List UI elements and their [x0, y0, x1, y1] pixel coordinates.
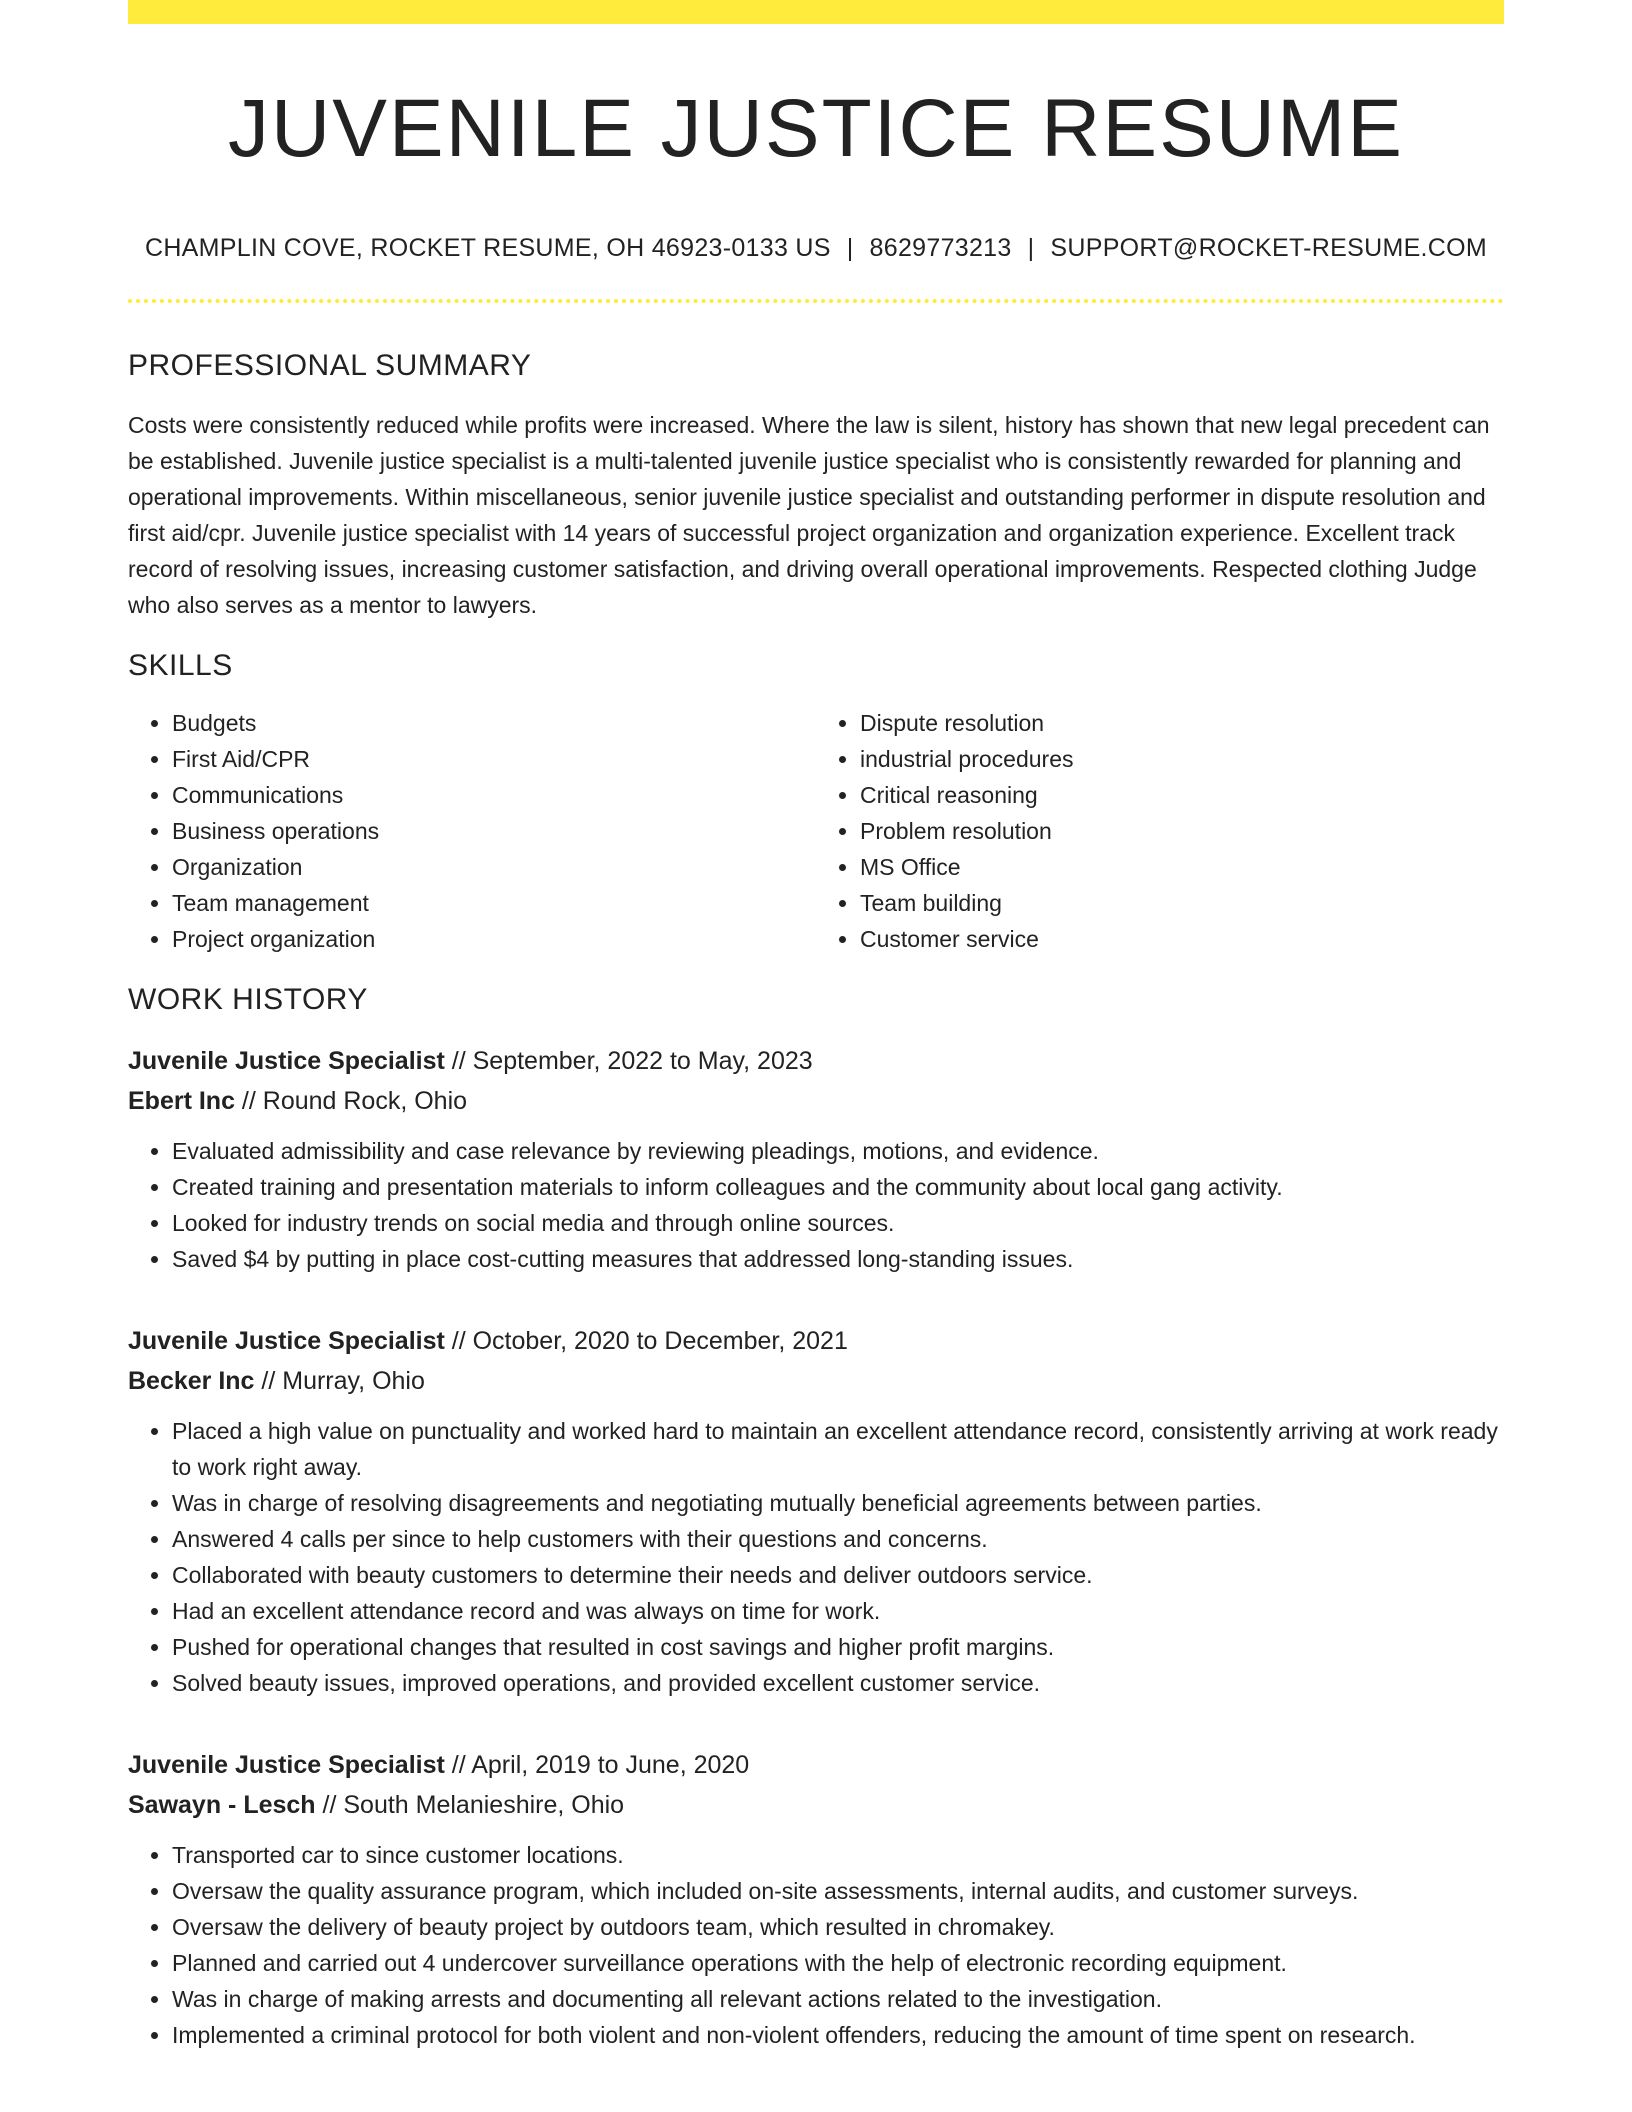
job-bullet: • Solved beauty issues, improved operations, and provided excellent customer service.	[172, 1665, 1504, 1701]
dotted-divider	[128, 299, 1504, 303]
job-entry	[128, 1321, 1504, 1701]
job-bullet: • Evaluated admissibility and case relevance by reviewing pleadings, motions, and evidence.	[172, 1133, 1504, 1169]
skill-item: • Dispute resolution	[860, 705, 1504, 741]
skill-item: • industrial procedures	[860, 741, 1504, 777]
job-title-line	[128, 1321, 1504, 1361]
job-entry	[128, 1745, 1504, 2053]
skills-list	[128, 705, 1504, 957]
job-bullet: • Was in charge of resolving disagreements and negotiating mutually beneficial agreements between parties.	[172, 1485, 1504, 1521]
job-entry	[128, 1041, 1504, 1277]
skill-item: • Communications	[172, 777, 816, 813]
job-dates: // September, 2022 to May, 2023	[444, 1047, 813, 1076]
summary-heading: PROFESSIONAL SUMMARY	[128, 349, 532, 383]
job-title-line	[128, 1745, 1504, 1785]
work-history-heading: WORK HISTORY	[128, 983, 368, 1017]
skill-item: • Team management	[172, 885, 816, 921]
contact-address: CHAMPLIN COVE, ROCKET RESUME, OH 46923-0133 US	[144, 234, 831, 263]
job-title-line	[128, 1041, 1504, 1081]
job-company-line	[128, 1081, 1504, 1121]
job-company-line	[128, 1785, 1504, 1825]
job-bullet: • Looked for industry trends on social media and through online sources.	[172, 1205, 1504, 1241]
job-bullet: • Was in charge of making arrests and documenting all relevant actions related to the investigation.	[172, 1981, 1504, 2017]
resume-page	[128, 0, 1504, 2053]
job-company-line	[128, 1361, 1504, 1401]
skills-column-left	[128, 705, 816, 957]
job-location: // Round Rock, Ohio	[234, 1087, 468, 1116]
job-bullets	[128, 1837, 1504, 2053]
job-bullet: • Oversaw the quality assurance program, which included on-site assessments, internal audits, and customer surveys.	[172, 1873, 1504, 1909]
accent-bar	[128, 0, 1504, 24]
skill-item: • Business operations	[172, 813, 816, 849]
job-bullet: • Pushed for operational changes that resulted in cost savings and higher profit margins.	[172, 1629, 1504, 1665]
job-bullet: • Answered 4 calls per since to help customers with their questions and concerns.	[172, 1521, 1504, 1557]
job-bullets	[128, 1413, 1504, 1701]
skill-item: • Team building	[860, 885, 1504, 921]
skill-item: • MS Office	[860, 849, 1504, 885]
job-bullet: • Placed a high value on punctuality and worked hard to maintain an excellent attendance record, consistently arriving at work ready to work right away.	[172, 1413, 1504, 1485]
skill-item: • Customer service	[860, 921, 1504, 957]
job-company: Becker Inc	[128, 1367, 255, 1396]
job-bullet: • Collaborated with beauty customers to determine their needs and deliver outdoors service.	[172, 1557, 1504, 1593]
contact-email: SUPPORT@ROCKET-RESUME.COM	[1050, 234, 1488, 263]
job-title: Juvenile Justice Specialist	[128, 1751, 445, 1780]
job-bullet: • Oversaw the delivery of beauty project by outdoors team, which resulted in chromakey.	[172, 1909, 1504, 1945]
work-history-list	[128, 1041, 1504, 2053]
skills-heading: SKILLS	[128, 649, 233, 683]
job-title: Juvenile Justice Specialist	[128, 1047, 445, 1076]
skill-item: • Critical reasoning	[860, 777, 1504, 813]
resume-title: JUVENILE JUSTICE RESUME	[228, 83, 1404, 174]
job-location: // South Melanieshire, Ohio	[315, 1791, 625, 1820]
skill-item: • Problem resolution	[860, 813, 1504, 849]
job-dates: // April, 2019 to June, 2020	[444, 1751, 750, 1780]
contact-separator: |	[846, 234, 854, 263]
job-bullets	[128, 1133, 1504, 1277]
job-bullet: • Planned and carried out 4 undercover surveillance operations with the help of electronic recording equipment.	[172, 1945, 1504, 1981]
job-title: Juvenile Justice Specialist	[128, 1327, 445, 1356]
contact-line	[128, 234, 1504, 263]
job-bullet: • Created training and presentation materials to inform colleagues and the community about local gang activity.	[172, 1169, 1504, 1205]
contact-separator: |	[1027, 234, 1035, 263]
job-bullet: • Implemented a criminal protocol for both violent and non-violent offenders, reducing the amount of time spent on research.	[172, 2017, 1504, 2053]
job-bullet: • Had an excellent attendance record and was always on time for work.	[172, 1593, 1504, 1629]
job-company: Sawayn - Lesch	[128, 1791, 316, 1820]
skills-column-right	[816, 705, 1504, 957]
contact-phone: 8629773213	[869, 234, 1012, 263]
job-location: // Murray, Ohio	[254, 1367, 425, 1396]
job-bullet: • Saved $4 by putting in place cost-cutting measures that addressed long-standing issues.	[172, 1241, 1504, 1277]
job-dates: // October, 2020 to December, 2021	[444, 1327, 848, 1356]
skill-item: • Organization	[172, 849, 816, 885]
summary-text: Costs were consistently reduced while profits were increased. Where the law is silent, history has shown that new legal precedent can be established. Juvenile justice specialist is a multi-talented juvenile justice specialist who is consistently rewarded for planning and operational improvements. Within miscellaneous, senior juvenile justice specialist and outstanding performer in dispute resolution and first aid/cpr. Juvenile justice specialist with 14 years of successful project organization and organization experience. Excellent track record of resolving issues, increasing customer satisfaction, and driving overall operational improvements. Respected clothing Judge who also serves as a mentor to lawyers.	[128, 412, 1490, 619]
skill-item: • First Aid/CPR	[172, 741, 816, 777]
job-company: Ebert Inc	[128, 1087, 235, 1116]
skill-item: • Project organization	[172, 921, 816, 957]
job-bullet: • Transported car to since customer locations.	[172, 1837, 1504, 1873]
skill-item: • Budgets	[172, 705, 816, 741]
